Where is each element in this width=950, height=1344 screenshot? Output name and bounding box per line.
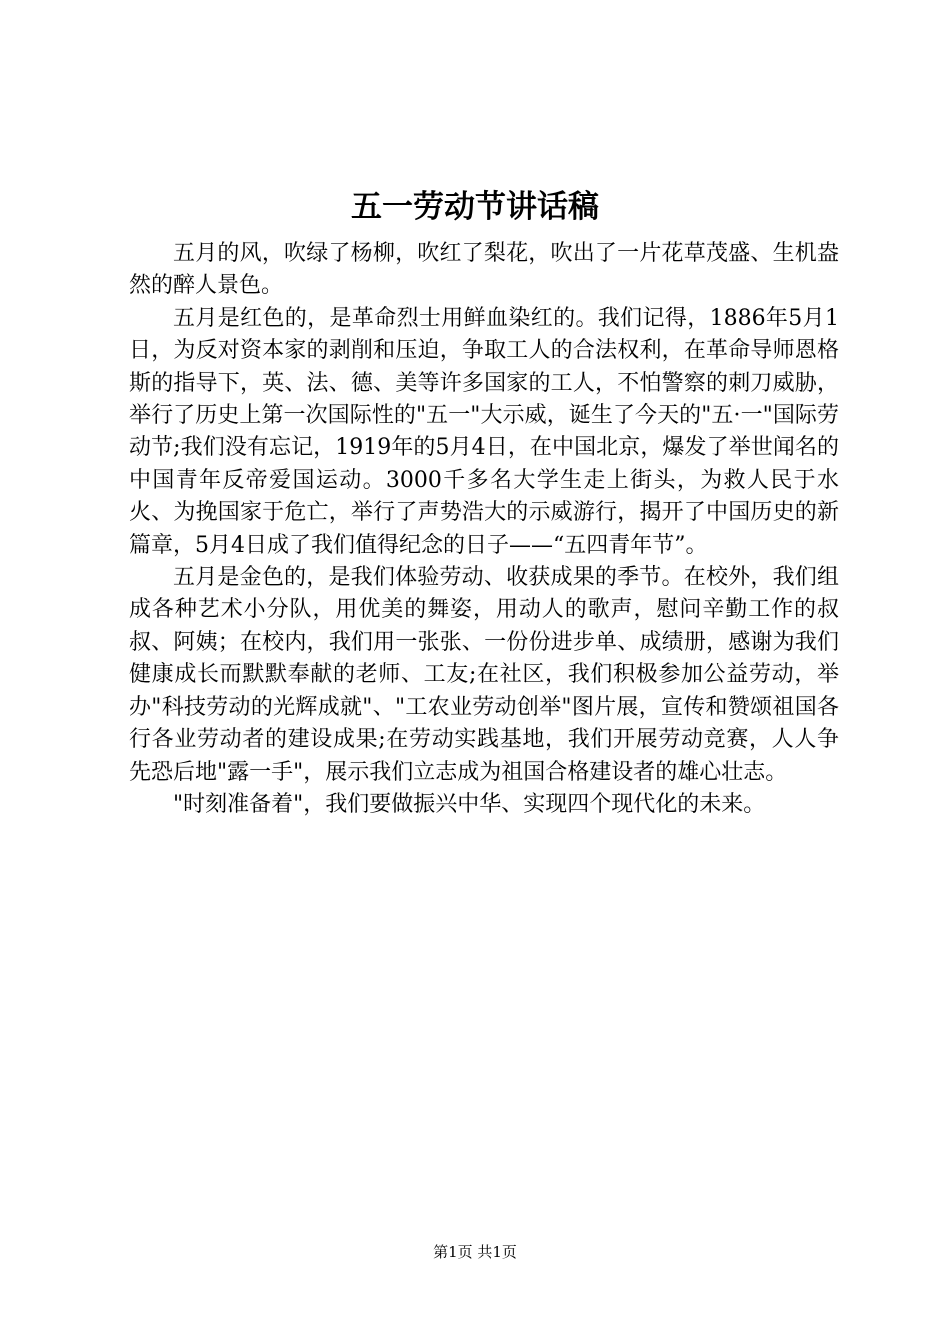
page-footer: 第1页 共1页 xyxy=(433,1243,517,1261)
paragraph-2: 五月是红色的，是革命烈士用鲜血染红的。我们记得，1886年5月1日，为反对资本家的剥削和压迫，争取工人的合法权利，在革命导师恩格斯的指导下，英、法、德、美等许多国家的工人，不怕警察的刺刀威胁，举行了历史上第一次国际性的"五一"大示威，诞生了今天的"五·一"国际劳动节;我们没有忘记，1919年的5月4日，在中国北京，爆发了举世闻名的中国青年反帝爱国运动。3000千多名大学生走上街头，为救人民于水火、为挽国家于危亡，举行了声势浩大的示威游行，揭开了中国历史的新篇章，5月4日成了我们值得纪念的日子——“五四青年节”。 xyxy=(129,305,839,558)
document-title: 五一劳动节讲话稿 xyxy=(351,189,599,225)
document-body xyxy=(129,238,839,821)
paragraph-3: 五月是金色的，是我们体验劳动、收获成果的季节。在校外，我们组成各种艺术小分队，用优美的舞姿，用动人的歌声，慰问辛勤工作的叔叔、阿姨；在校内，我们用一张张、一份份进步单、成绩册，感谢为我们健康成长而默默奉献的老师、工友;在社区，我们积极参加公益劳动，举办"科技劳动的光辉成就"、"工农业劳动创举"图片展，宣传和赞颂祖国各行各业劳动者的建设成果;在劳动实践基地，我们开展劳动竞赛，人人争先恐后地"露一手"，展示我们立志成为祖国合格建设者的雄心壮志。 xyxy=(129,565,839,785)
paragraph-1: 五月的风，吹绿了杨柳，吹红了梨花，吹出了一片花草茂盛、生机盎然的醉人景色。 xyxy=(129,241,839,299)
paragraph-4: "时刻准备着"，我们要做振兴中华、实现四个现代化的未来。 xyxy=(173,791,766,817)
